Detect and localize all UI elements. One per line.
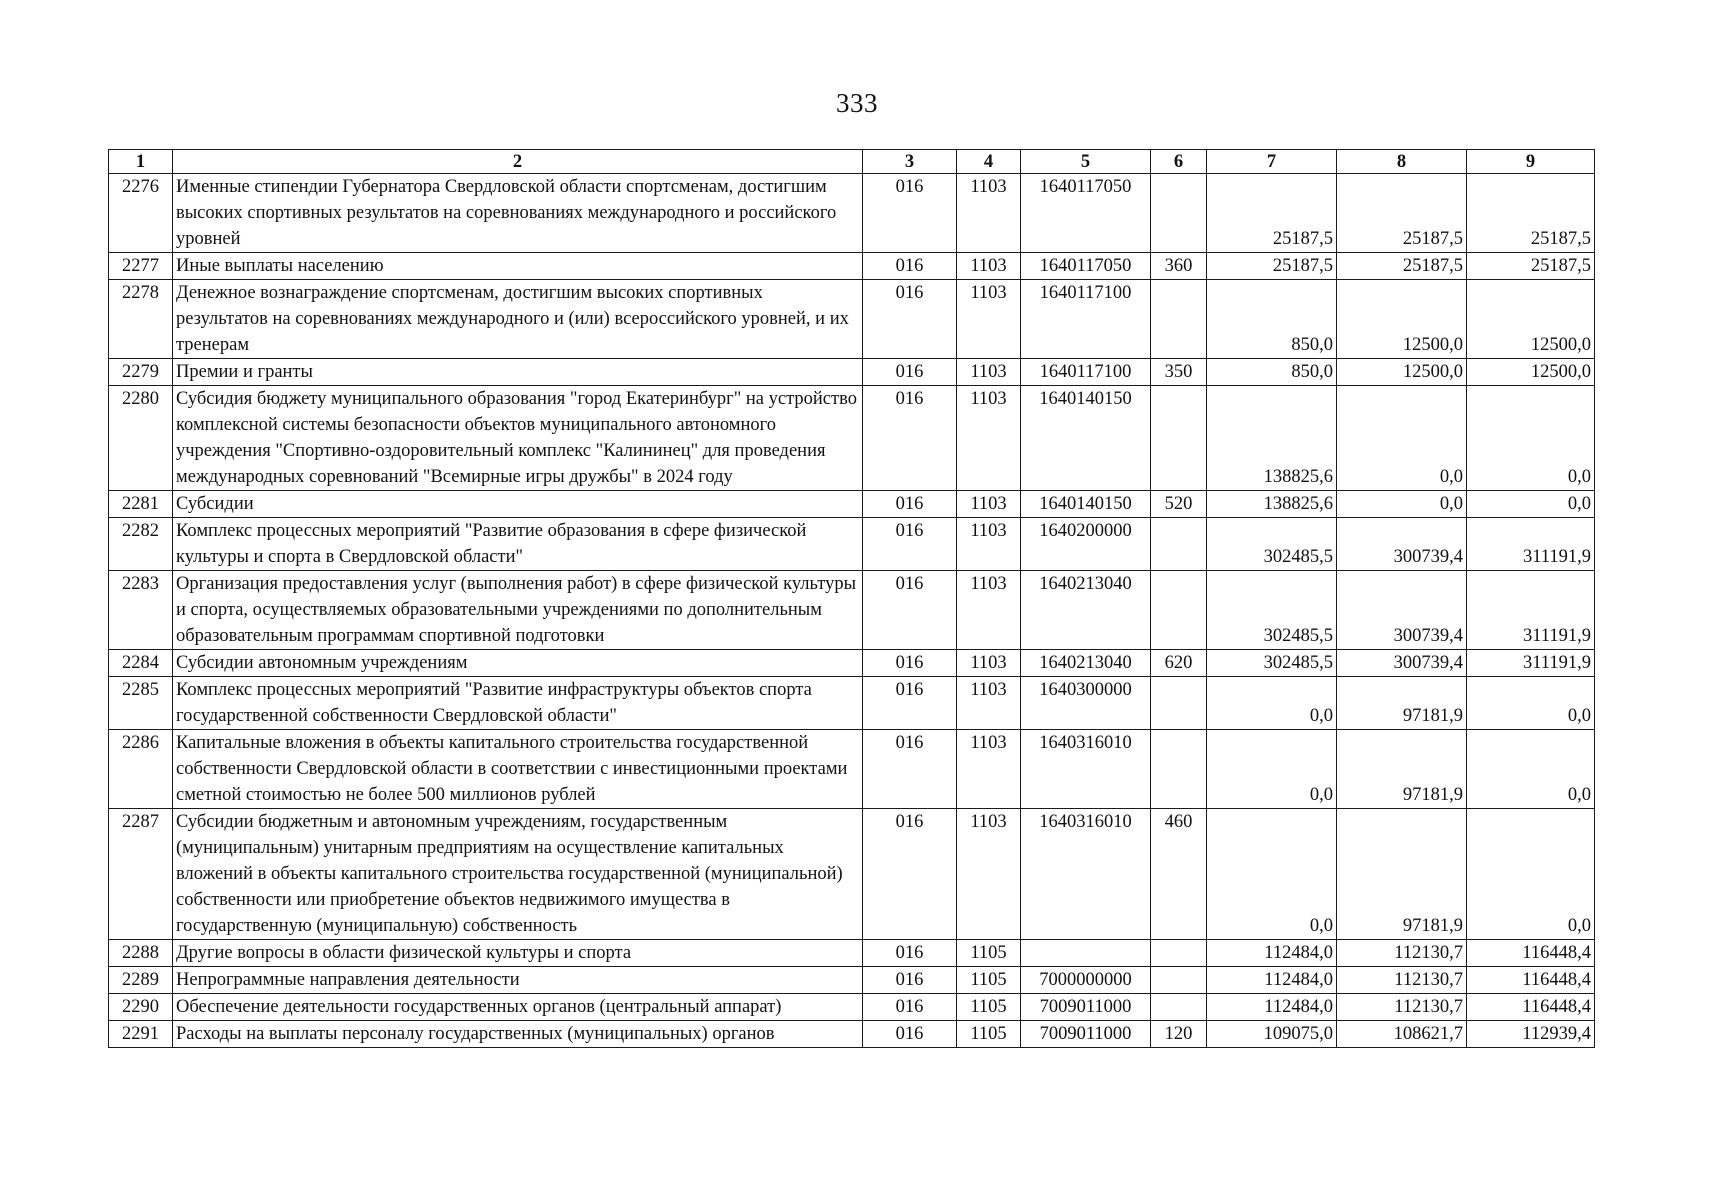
row-name-cell: Денежное вознаграждение спортсменам, достигшим высоких спортивных результатов на соревнованиях международного и (или) всероссийского уровней, и их тренерам [173,280,863,359]
amount-col-8-cell: 0,0 [1337,386,1467,491]
section-code-cell: 1103 [957,650,1021,677]
table-body [109,174,1595,1048]
expense-type-cell [1151,174,1207,253]
amount-col-8-cell: 112130,7 [1337,967,1467,994]
section-code-cell: 1105 [957,967,1021,994]
amount-col-7-cell: 138825,6 [1207,491,1337,518]
row-number-cell: 2282 [109,518,173,571]
row-name-cell: Субсидии бюджетным и автономным учреждениям, государственным (муниципальным) унитарным предприятиям на осуществление капитальных вложений в объекты капитального строительства государственной (муниципальной) собственности или приобретение объектов недвижимого имущества в государственную (муниципальную) собственность [173,809,863,940]
row-name-cell: Комплекс процессных мероприятий "Развитие инфраструктуры объектов спорта государственной собственности Свердловской области" [173,677,863,730]
ministry-code-cell: 016 [863,280,957,359]
ministry-code-cell: 016 [863,730,957,809]
target-code-cell [1021,940,1151,967]
amount-col-9-cell: 116448,4 [1467,967,1595,994]
row-number-cell: 2283 [109,571,173,650]
ministry-code-cell: 016 [863,1021,957,1048]
amount-col-9-cell: 311191,9 [1467,571,1595,650]
table-row [109,280,1595,359]
section-code-cell: 1103 [957,491,1021,518]
target-code-cell: 1640117050 [1021,253,1151,280]
amount-col-7-cell: 0,0 [1207,809,1337,940]
amount-col-8-cell: 97181,9 [1337,809,1467,940]
amount-col-9-cell: 25187,5 [1467,253,1595,280]
header-col-6: 6 [1151,150,1207,174]
header-col-3: 3 [863,150,957,174]
row-name-cell: Организация предоставления услуг (выполнения работ) в сфере физической культуры и спорта, осуществляемых образовательными учреждениями по дополнительным образовательным программам спортивной подготовки [173,571,863,650]
table-row [109,940,1595,967]
amount-col-9-cell: 112939,4 [1467,1021,1595,1048]
section-code-cell: 1103 [957,677,1021,730]
amount-col-9-cell: 0,0 [1467,809,1595,940]
row-number-cell: 2290 [109,994,173,1021]
expense-type-cell: 460 [1151,809,1207,940]
amount-col-9-cell: 311191,9 [1467,650,1595,677]
amount-col-8-cell: 25187,5 [1337,253,1467,280]
target-code-cell: 1640213040 [1021,650,1151,677]
table-row [109,491,1595,518]
amount-col-8-cell: 300739,4 [1337,650,1467,677]
amount-col-8-cell: 25187,5 [1337,174,1467,253]
row-name-cell: Иные выплаты населению [173,253,863,280]
table-row [109,650,1595,677]
row-name-cell: Другие вопросы в области физической культуры и спорта [173,940,863,967]
table-row [109,174,1595,253]
amount-col-7-cell: 0,0 [1207,730,1337,809]
target-code-cell: 1640140150 [1021,491,1151,518]
header-col-5: 5 [1021,150,1151,174]
ministry-code-cell: 016 [863,967,957,994]
amount-col-7-cell: 302485,5 [1207,571,1337,650]
amount-col-8-cell: 108621,7 [1337,1021,1467,1048]
expense-type-cell [1151,677,1207,730]
ministry-code-cell: 016 [863,253,957,280]
section-code-cell: 1103 [957,253,1021,280]
row-number-cell: 2286 [109,730,173,809]
section-code-cell: 1103 [957,730,1021,809]
header-col-8: 8 [1337,150,1467,174]
row-number-cell: 2284 [109,650,173,677]
expense-type-cell [1151,518,1207,571]
header-col-2: 2 [173,150,863,174]
table-row [109,730,1595,809]
section-code-cell: 1105 [957,1021,1021,1048]
ministry-code-cell: 016 [863,386,957,491]
section-code-cell: 1103 [957,518,1021,571]
row-name-cell: Капитальные вложения в объекты капитального строительства государственной собственности Свердловской области в соответствии с инвестиционными проектами сметной стоимостью не более 500 миллионов рублей [173,730,863,809]
ministry-code-cell: 016 [863,940,957,967]
table-row [109,809,1595,940]
section-code-cell: 1103 [957,809,1021,940]
amount-col-7-cell: 112484,0 [1207,967,1337,994]
amount-col-7-cell: 112484,0 [1207,994,1337,1021]
target-code-cell: 7009011000 [1021,994,1151,1021]
section-code-cell: 1103 [957,174,1021,253]
row-number-cell: 2291 [109,1021,173,1048]
ministry-code-cell: 016 [863,359,957,386]
target-code-cell: 7009011000 [1021,1021,1151,1048]
ministry-code-cell: 016 [863,677,957,730]
row-number-cell: 2289 [109,967,173,994]
amount-col-7-cell: 302485,5 [1207,650,1337,677]
amount-col-9-cell: 0,0 [1467,677,1595,730]
expense-type-cell [1151,994,1207,1021]
amount-col-7-cell: 112484,0 [1207,940,1337,967]
amount-col-9-cell: 12500,0 [1467,359,1595,386]
target-code-cell: 1640213040 [1021,571,1151,650]
expense-type-cell: 520 [1151,491,1207,518]
header-col-4: 4 [957,150,1021,174]
ministry-code-cell: 016 [863,650,957,677]
amount-col-7-cell: 302485,5 [1207,518,1337,571]
section-code-cell: 1103 [957,571,1021,650]
row-name-cell: Субсидия бюджету муниципального образования "город Екатеринбург" на устройство комплексной системы безопасности объектов муниципального автономного учреждения "Спортивно-оздоровительный комплекс "Калининец" для проведения международных соревнований "Всемирные игры дружбы" в 2024 году [173,386,863,491]
amount-col-8-cell: 112130,7 [1337,940,1467,967]
expense-type-cell: 620 [1151,650,1207,677]
expense-type-cell [1151,571,1207,650]
row-name-cell: Субсидии автономным учреждениям [173,650,863,677]
expense-type-cell [1151,730,1207,809]
table-row [109,359,1595,386]
table-row [109,253,1595,280]
expense-type-cell: 360 [1151,253,1207,280]
section-code-cell: 1103 [957,359,1021,386]
amount-col-8-cell: 0,0 [1337,491,1467,518]
expense-type-cell [1151,280,1207,359]
expense-type-cell: 350 [1151,359,1207,386]
header-col-7: 7 [1207,150,1337,174]
amount-col-7-cell: 25187,5 [1207,174,1337,253]
row-number-cell: 2288 [109,940,173,967]
section-code-cell: 1105 [957,994,1021,1021]
amount-col-7-cell: 138825,6 [1207,386,1337,491]
ministry-code-cell: 016 [863,491,957,518]
target-code-cell: 7000000000 [1021,967,1151,994]
expense-type-cell [1151,940,1207,967]
row-name-cell: Премии и гранты [173,359,863,386]
table-row [109,571,1595,650]
header-col-9: 9 [1467,150,1595,174]
target-code-cell: 1640200000 [1021,518,1151,571]
row-name-cell: Субсидии [173,491,863,518]
target-code-cell: 1640117100 [1021,280,1151,359]
amount-col-8-cell: 12500,0 [1337,280,1467,359]
target-code-cell: 1640300000 [1021,677,1151,730]
amount-col-9-cell: 12500,0 [1467,280,1595,359]
row-name-cell: Именные стипендии Губернатора Свердловской области спортсменам, достигшим высоких спортивных результатов на соревнованиях международного и российского уровней [173,174,863,253]
amount-col-8-cell: 12500,0 [1337,359,1467,386]
amount-col-7-cell: 109075,0 [1207,1021,1337,1048]
target-code-cell: 1640316010 [1021,809,1151,940]
amount-col-9-cell: 0,0 [1467,491,1595,518]
row-name-cell: Расходы на выплаты персоналу государственных (муниципальных) органов [173,1021,863,1048]
row-number-cell: 2280 [109,386,173,491]
amount-col-7-cell: 850,0 [1207,280,1337,359]
amount-col-9-cell: 116448,4 [1467,994,1595,1021]
expense-type-cell [1151,386,1207,491]
section-code-cell: 1103 [957,280,1021,359]
amount-col-9-cell: 0,0 [1467,730,1595,809]
target-code-cell: 1640117050 [1021,174,1151,253]
section-code-cell: 1103 [957,386,1021,491]
amount-col-8-cell: 300739,4 [1337,518,1467,571]
table-row [109,386,1595,491]
row-name-cell: Комплекс процессных мероприятий "Развитие образования в сфере физической культуры и спорта в Свердловской области" [173,518,863,571]
amount-col-8-cell: 97181,9 [1337,730,1467,809]
amount-col-7-cell: 25187,5 [1207,253,1337,280]
amount-col-9-cell: 311191,9 [1467,518,1595,571]
ministry-code-cell: 016 [863,994,957,1021]
amount-col-9-cell: 25187,5 [1467,174,1595,253]
amount-col-9-cell: 116448,4 [1467,940,1595,967]
amount-col-9-cell: 0,0 [1467,386,1595,491]
amount-col-8-cell: 112130,7 [1337,994,1467,1021]
row-number-cell: 2285 [109,677,173,730]
table-row [109,994,1595,1021]
amount-col-7-cell: 0,0 [1207,677,1337,730]
row-number-cell: 2278 [109,280,173,359]
row-number-cell: 2281 [109,491,173,518]
budget-table [108,149,1595,1048]
table-row [109,1021,1595,1048]
target-code-cell: 1640117100 [1021,359,1151,386]
expense-type-cell: 120 [1151,1021,1207,1048]
header-row [109,150,1595,174]
amount-col-7-cell: 850,0 [1207,359,1337,386]
ministry-code-cell: 016 [863,518,957,571]
table-row [109,677,1595,730]
row-number-cell: 2277 [109,253,173,280]
row-name-cell: Обеспечение деятельности государственных органов (центральный аппарат) [173,994,863,1021]
table-row [109,967,1595,994]
section-code-cell: 1105 [957,940,1021,967]
target-code-cell: 1640140150 [1021,386,1151,491]
header-col-1: 1 [109,150,173,174]
row-name-cell: Непрограммные направления деятельности [173,967,863,994]
ministry-code-cell: 016 [863,809,957,940]
ministry-code-cell: 016 [863,174,957,253]
row-number-cell: 2287 [109,809,173,940]
table-row [109,518,1595,571]
row-number-cell: 2279 [109,359,173,386]
amount-col-8-cell: 97181,9 [1337,677,1467,730]
row-number-cell: 2276 [109,174,173,253]
ministry-code-cell: 016 [863,571,957,650]
amount-col-8-cell: 300739,4 [1337,571,1467,650]
expense-type-cell [1151,967,1207,994]
page-number: 333 [836,88,878,118]
target-code-cell: 1640316010 [1021,730,1151,809]
